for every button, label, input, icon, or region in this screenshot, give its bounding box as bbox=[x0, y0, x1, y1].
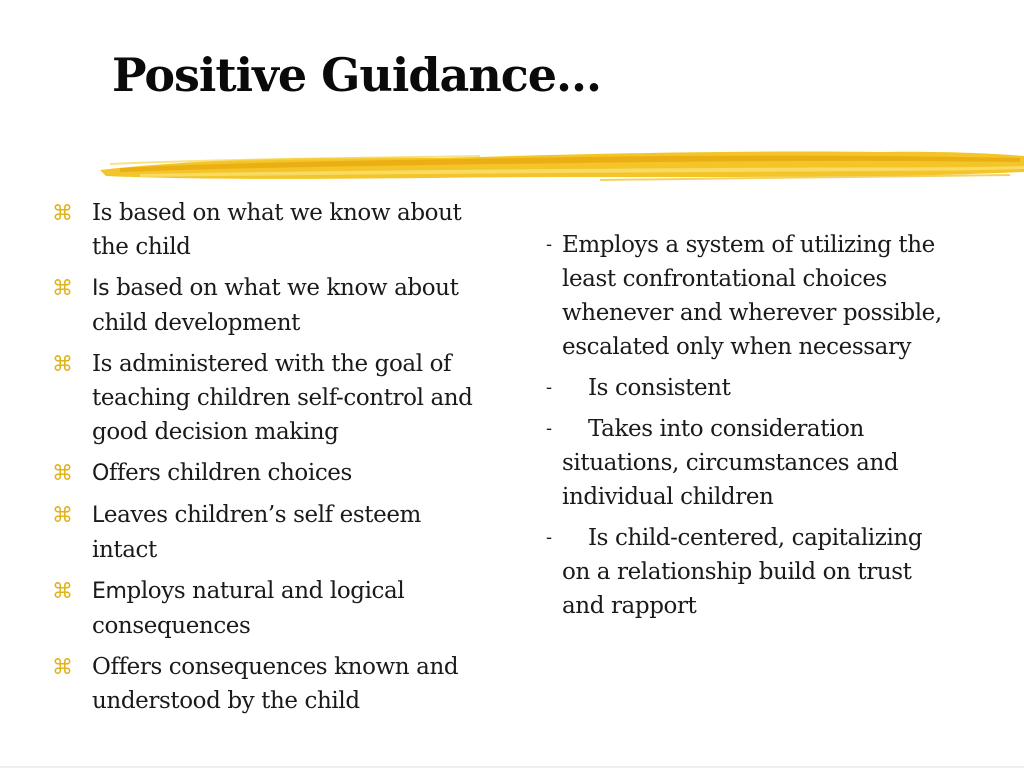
left-list-item bbox=[52, 271, 482, 340]
left-list-item bbox=[52, 498, 482, 567]
command-key-icon: ⌘ bbox=[52, 503, 73, 527]
list-item-text: Is administered with the goal of teaching children self-control and good decision making bbox=[92, 351, 473, 445]
left-list-item bbox=[52, 347, 482, 449]
left-list-item bbox=[52, 650, 482, 718]
list-item-lead: L bbox=[92, 503, 104, 528]
command-key-icon: ⌘ bbox=[52, 461, 73, 485]
list-item-text: ffers children choices bbox=[108, 460, 352, 486]
right-dash-list bbox=[540, 228, 950, 630]
command-key-icon: ⌘ bbox=[52, 655, 73, 679]
list-item-text: ploys natural and logical consequences bbox=[92, 578, 405, 639]
command-key-icon: ⌘ bbox=[52, 352, 73, 376]
command-key-icon: ⌘ bbox=[52, 579, 73, 603]
dash-bullet-icon: - bbox=[546, 377, 552, 398]
command-key-icon: ⌘ bbox=[52, 276, 73, 300]
list-item-text: Offers consequences known and understood by the child bbox=[92, 654, 459, 714]
dash-bullet-icon: - bbox=[546, 234, 552, 255]
left-list-item bbox=[52, 456, 482, 491]
left-list-item bbox=[52, 196, 482, 264]
list-item-text: Employs a system of utilizing the least confrontational choices whenever and wherever possible, escalated only when necessary bbox=[562, 232, 942, 360]
list-item-lead: Em bbox=[92, 579, 127, 604]
dash-bullet-icon: - bbox=[546, 527, 552, 548]
slide-title: Positive Guidance… bbox=[112, 48, 602, 102]
list-item-text: Takes into consideration situations, circumstances and individual children bbox=[562, 416, 899, 510]
command-key-icon: ⌘ bbox=[52, 201, 73, 225]
list-item-text: based on what we know about child development bbox=[92, 275, 459, 336]
list-item-text: Is child-centered, capitalizing on a relationship build on trust and rapport bbox=[562, 525, 923, 619]
list-item-text: Is based on what we know about the child bbox=[92, 200, 462, 260]
left-list-item bbox=[52, 574, 482, 643]
right-list-item bbox=[540, 412, 950, 514]
brush-stroke-divider bbox=[100, 146, 1024, 188]
right-list-item bbox=[540, 228, 950, 364]
dash-bullet-icon: - bbox=[546, 418, 552, 439]
list-item-text: Is consistent bbox=[588, 375, 731, 401]
list-item-text: eaves children’s self esteem intact bbox=[92, 502, 421, 563]
list-item-lead: O bbox=[92, 461, 109, 486]
right-list-item bbox=[540, 521, 950, 623]
right-list-item bbox=[540, 371, 950, 405]
list-item-lead: Is bbox=[92, 276, 110, 301]
left-bullet-list bbox=[52, 196, 482, 725]
